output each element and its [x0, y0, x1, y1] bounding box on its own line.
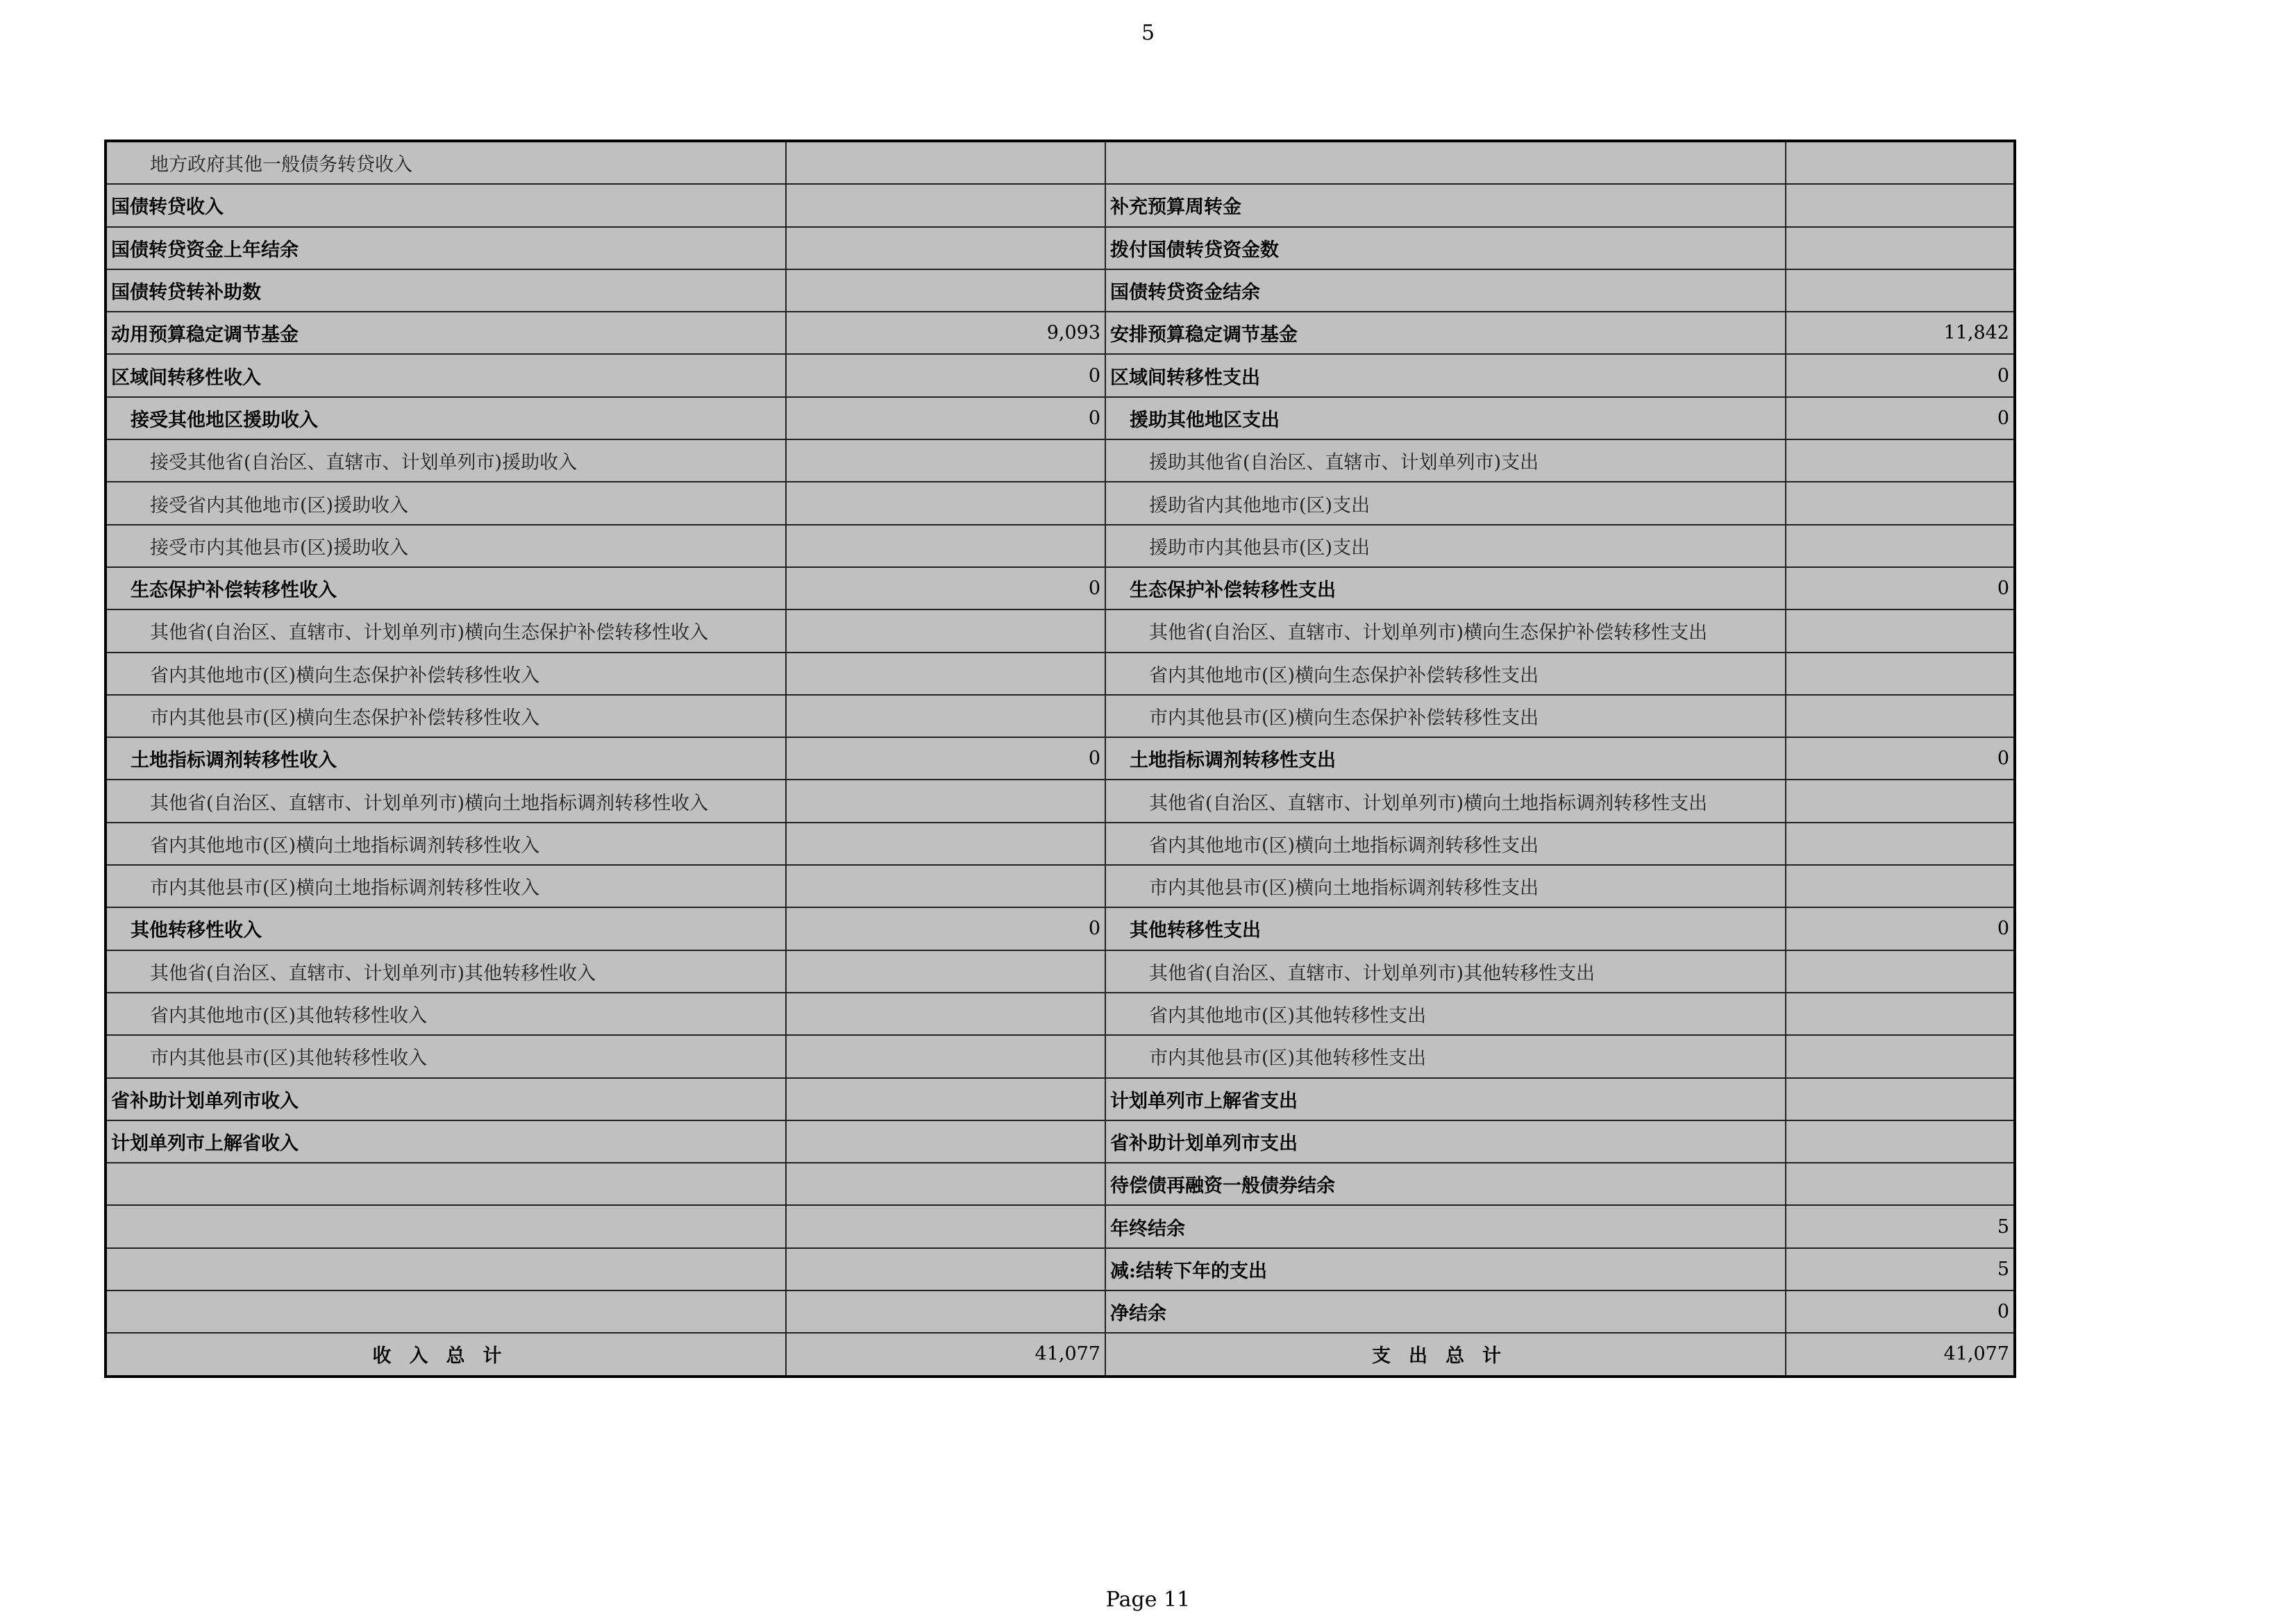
expenditure-item-label: 区域间转移性支出 — [1105, 354, 1786, 396]
income-item-label: 市内其他县市(区)横向土地指标调剂转移性收入 — [106, 865, 786, 907]
income-item-label: 接受其他省(自治区、直辖市、计划单列市)援助收入 — [106, 439, 786, 482]
table-row — [106, 227, 2015, 269]
table-row — [106, 907, 2015, 950]
table-row — [106, 780, 2015, 822]
income-item-label: 土地指标调剂转移性收入 — [106, 737, 786, 780]
income-item-value[interactable] — [786, 950, 1105, 993]
expenditure-item-label: 安排预算稳定调节基金 — [1105, 312, 1786, 354]
table-row — [106, 525, 2015, 567]
table-row — [106, 695, 2015, 737]
expenditure-item-label: 净结余 — [1105, 1290, 1786, 1333]
income-item-value[interactable] — [786, 865, 1105, 907]
income-item-value[interactable] — [786, 1035, 1105, 1077]
income-item-label: 省内其他地市(区)横向土地指标调剂转移性收入 — [106, 823, 786, 865]
table-row — [106, 482, 2015, 524]
expenditure-item-label: 援助其他省(自治区、直辖市、计划单列市)支出 — [1105, 439, 1786, 482]
table-row — [106, 439, 2015, 482]
income-item-value[interactable] — [786, 609, 1105, 652]
income-item-label: 动用预算稳定调节基金 — [106, 312, 786, 354]
income-item-value[interactable] — [786, 141, 1105, 184]
income-item-value[interactable] — [786, 780, 1105, 822]
expenditure-item-value[interactable] — [1786, 482, 2015, 524]
table-row — [106, 950, 2015, 993]
expenditure-item-label: 援助省内其他地市(区)支出 — [1105, 482, 1786, 524]
income-item-label: 生态保护补偿转移性收入 — [106, 567, 786, 609]
table-row — [106, 1205, 2015, 1247]
expenditure-item-value[interactable] — [1786, 609, 2015, 652]
income-item-label — [106, 1205, 786, 1247]
expenditure-item-label: 市内其他县市(区)其他转移性支出 — [1105, 1035, 1786, 1077]
income-item-value[interactable] — [786, 1205, 1105, 1247]
budget-table-body — [106, 141, 2015, 1377]
income-item-value[interactable] — [786, 525, 1105, 567]
income-item-label: 省内其他地市(区)其他转移性收入 — [106, 993, 786, 1035]
income-item-value[interactable] — [786, 695, 1105, 737]
expenditure-item-label: 待偿债再融资一般债券结余 — [1105, 1163, 1786, 1205]
expenditure-item-label: 土地指标调剂转移性支出 — [1105, 737, 1786, 780]
expenditure-item-label: 计划单列市上解省支出 — [1105, 1078, 1786, 1120]
income-item-label: 省内其他地市(区)横向生态保护补偿转移性收入 — [106, 653, 786, 695]
expenditure-item-value[interactable] — [1786, 1120, 2015, 1163]
expenditure-item-value[interactable] — [1786, 269, 2015, 312]
expenditure-item-value[interactable] — [1786, 1035, 2015, 1077]
expenditure-item-value[interactable] — [1786, 439, 2015, 482]
expenditure-item-label: 其他省(自治区、直辖市、计划单列市)其他转移性支出 — [1105, 950, 1786, 993]
table-row — [106, 567, 2015, 609]
table-row — [106, 609, 2015, 652]
expenditure-item-label: 省内其他地市(区)横向生态保护补偿转移性支出 — [1105, 653, 1786, 695]
income-item-label: 接受其他地区援助收入 — [106, 397, 786, 439]
expenditure-item-label: 省内其他地市(区)横向土地指标调剂转移性支出 — [1105, 823, 1786, 865]
income-item-value[interactable] — [786, 1120, 1105, 1163]
income-item-value[interactable] — [786, 1163, 1105, 1205]
page-top-number: 5 — [1141, 21, 1155, 45]
income-item-value[interactable] — [786, 184, 1105, 226]
table-row — [106, 312, 2015, 354]
income-item-value[interactable]: 0 — [786, 567, 1105, 609]
expenditure-item-label: 补充预算周转金 — [1105, 184, 1786, 226]
table-row — [106, 184, 2015, 226]
expenditure-item-label: 其他省(自治区、直辖市、计划单列市)横向生态保护补偿转移性支出 — [1105, 609, 1786, 652]
expenditure-item-value[interactable] — [1786, 823, 2015, 865]
expenditure-item-value[interactable] — [1786, 525, 2015, 567]
expenditure-item-value[interactable]: 0 — [1786, 354, 2015, 396]
income-item-label: 接受省内其他地市(区)援助收入 — [106, 482, 786, 524]
income-item-label: 国债转贷转补助数 — [106, 269, 786, 312]
expenditure-item-label: 援助其他地区支出 — [1105, 397, 1786, 439]
income-item-label — [106, 1163, 786, 1205]
income-item-value[interactable] — [786, 1078, 1105, 1120]
table-row — [106, 653, 2015, 695]
income-item-label: 计划单列市上解省收入 — [106, 1120, 786, 1163]
table-row — [106, 1035, 2015, 1077]
income-item-label — [106, 1248, 786, 1290]
table-row — [106, 354, 2015, 396]
income-item-value[interactable] — [786, 1290, 1105, 1333]
expenditure-item-value[interactable] — [1786, 865, 2015, 907]
expenditure-item-label: 市内其他县市(区)横向生态保护补偿转移性支出 — [1105, 695, 1786, 737]
expenditure-item-label: 其他转移性支出 — [1105, 907, 1786, 950]
income-item-value[interactable] — [786, 993, 1105, 1035]
table-row — [106, 269, 2015, 312]
expenditure-item-value[interactable]: 5 — [1786, 1205, 2015, 1247]
expenditure-item-value[interactable]: 0 — [1786, 567, 2015, 609]
expenditure-item-label: 国债转贷资金结余 — [1105, 269, 1786, 312]
expenditure-item-label: 其他省(自治区、直辖市、计划单列市)横向土地指标调剂转移性支出 — [1105, 780, 1786, 822]
expenditure-item-value[interactable]: 0 — [1786, 1290, 2015, 1333]
expenditure-item-value[interactable] — [1786, 695, 2015, 737]
expenditure-item-value[interactable]: 11,842 — [1786, 312, 2015, 354]
income-item-value[interactable] — [786, 439, 1105, 482]
table-row — [106, 823, 2015, 865]
income-item-label: 接受市内其他县市(区)援助收入 — [106, 525, 786, 567]
table-row — [106, 1163, 2015, 1205]
income-item-value[interactable] — [786, 227, 1105, 269]
expenditure-item-value[interactable] — [1786, 780, 2015, 822]
table-row — [106, 1290, 2015, 1333]
expenditure-total-label: 支出总计 — [1105, 1333, 1786, 1376]
expenditure-item-label: 生态保护补偿转移性支出 — [1105, 567, 1786, 609]
expenditure-item-value[interactable] — [1786, 1163, 2015, 1205]
expenditure-item-label: 年终结余 — [1105, 1205, 1786, 1247]
table-row — [106, 865, 2015, 907]
expenditure-item-value[interactable] — [1786, 141, 2015, 184]
income-item-value[interactable] — [786, 482, 1105, 524]
income-item-label: 市内其他县市(区)其他转移性收入 — [106, 1035, 786, 1077]
table-row — [106, 993, 2015, 1035]
income-item-value[interactable]: 9,093 — [786, 312, 1105, 354]
income-item-label: 其他转移性收入 — [106, 907, 786, 950]
income-item-label: 市内其他县市(区)横向生态保护补偿转移性收入 — [106, 695, 786, 737]
income-total-value[interactable]: 41,077 — [786, 1333, 1105, 1376]
income-item-value[interactable]: 0 — [786, 907, 1105, 950]
expenditure-item-value[interactable]: 5 — [1786, 1248, 2015, 1290]
expenditure-item-value[interactable] — [1786, 1078, 2015, 1120]
income-item-value[interactable] — [786, 1248, 1105, 1290]
expenditure-item-value[interactable]: 0 — [1786, 397, 2015, 439]
income-item-value[interactable]: 0 — [786, 737, 1105, 780]
expenditure-item-label: 省内其他地市(区)其他转移性支出 — [1105, 993, 1786, 1035]
expenditure-item-label: 市内其他县市(区)横向土地指标调剂转移性支出 — [1105, 865, 1786, 907]
table-row — [106, 1248, 2015, 1290]
expenditure-item-value[interactable]: 0 — [1786, 737, 2015, 780]
totals-row — [106, 1333, 2015, 1376]
expenditure-total-value[interactable]: 41,077 — [1786, 1333, 2015, 1376]
expenditure-item-label: 援助市内其他县市(区)支出 — [1105, 525, 1786, 567]
expenditure-item-value[interactable] — [1786, 227, 2015, 269]
income-item-value[interactable] — [786, 269, 1105, 312]
expenditure-item-label: 省补助计划单列市支出 — [1105, 1120, 1786, 1163]
income-item-label: 省补助计划单列市收入 — [106, 1078, 786, 1120]
income-item-value[interactable] — [786, 653, 1105, 695]
income-item-label: 其他省(自治区、直辖市、计划单列市)其他转移性收入 — [106, 950, 786, 993]
income-item-label: 国债转贷收入 — [106, 184, 786, 226]
table-row — [106, 141, 2015, 184]
page-footer: Page 11 — [1105, 1588, 1191, 1612]
income-item-label: 国债转贷资金上年结余 — [106, 227, 786, 269]
income-total-label: 收入总计 — [106, 1333, 786, 1376]
expenditure-item-value[interactable] — [1786, 653, 2015, 695]
table-row — [106, 1078, 2015, 1120]
income-item-label: 地方政府其他一般债务转贷收入 — [106, 141, 786, 184]
table-row — [106, 397, 2015, 439]
income-item-value[interactable]: 0 — [786, 397, 1105, 439]
expenditure-item-value[interactable] — [1786, 184, 2015, 226]
expenditure-item-label: 减:结转下年的支出 — [1105, 1248, 1786, 1290]
table-row — [106, 1120, 2015, 1163]
expenditure-item-label: 拨付国债转贷资金数 — [1105, 227, 1786, 269]
income-item-label — [106, 1290, 786, 1333]
budget-table — [104, 140, 2016, 1378]
expenditure-item-label — [1105, 141, 1786, 184]
income-item-label: 其他省(自治区、直辖市、计划单列市)横向生态保护补偿转移性收入 — [106, 609, 786, 652]
income-item-value[interactable] — [786, 823, 1105, 865]
table-row — [106, 737, 2015, 780]
income-item-value[interactable]: 0 — [786, 354, 1105, 396]
expenditure-item-value[interactable]: 0 — [1786, 907, 2015, 950]
expenditure-item-value[interactable] — [1786, 950, 2015, 993]
expenditure-item-value[interactable] — [1786, 993, 2015, 1035]
income-item-label: 其他省(自治区、直辖市、计划单列市)横向土地指标调剂转移性收入 — [106, 780, 786, 822]
income-item-label: 区域间转移性收入 — [106, 354, 786, 396]
